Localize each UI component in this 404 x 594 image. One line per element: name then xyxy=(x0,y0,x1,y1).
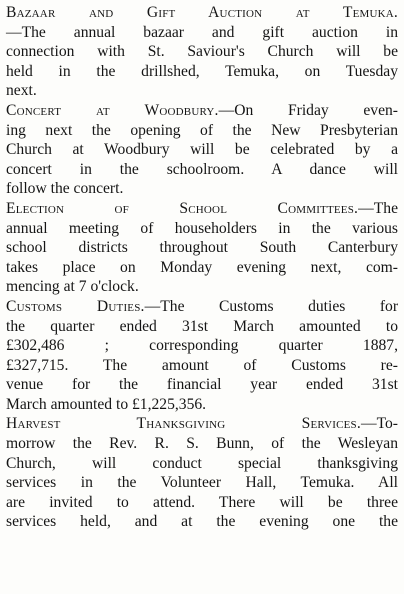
article-line: are invited to attend. There will be three xyxy=(6,493,398,511)
article-line: March amounted to £1,225,356. xyxy=(6,395,207,413)
article-line: morrow the Rev. R. S. Bunn, of the Wesleyan xyxy=(6,435,398,453)
article-heading: Concert at Woodbury. xyxy=(6,101,219,119)
article-line: venue for the financial year ended 31st xyxy=(6,376,398,394)
article-line: Church at Woodbury will be celebrated by a xyxy=(6,141,398,159)
article-first-line xyxy=(6,199,398,219)
article-school-committees xyxy=(6,199,398,297)
article-line: services held, and at the evening one the xyxy=(6,513,398,531)
article-line: held in the drillshed, Temuka, on Tuesday xyxy=(6,62,398,80)
article-first-line xyxy=(6,101,398,121)
article-first-line xyxy=(6,297,398,317)
article-line: £327,715. The amount of Customs re- xyxy=(6,356,398,374)
article-line: annual meeting of householders in the various xyxy=(6,219,398,237)
article-line: £302,486 ; corresponding quarter 1887, xyxy=(6,337,398,355)
article-line: connection with St. Saviour's Church will be xyxy=(6,43,398,61)
article-bazaar xyxy=(6,3,398,101)
article-heading: Election of School Committees. xyxy=(6,199,359,217)
article-line: follow the concert. xyxy=(6,180,124,198)
article-line: next. xyxy=(6,82,37,100)
article-line: school districts throughout South Canterbury xyxy=(6,239,398,257)
article-customs xyxy=(6,297,398,415)
article-line: —To- xyxy=(360,415,398,433)
article-line: services in the Volunteer Hall, Temuka. All xyxy=(6,474,398,492)
article-line: —The annual bazaar and gift auction in xyxy=(6,23,398,41)
article-line: mencing at 7 o'clock. xyxy=(6,278,139,296)
article-line: —The Customs duties for xyxy=(144,297,399,315)
article-concert xyxy=(6,101,398,199)
article-heading: Bazaar and Gift Auction at Temuka. xyxy=(6,4,398,21)
article-line: the quarter ended 31st March amounted to xyxy=(6,317,398,335)
article-line: concert in the schoolroom. A dance will xyxy=(6,160,398,178)
article-harvest xyxy=(6,414,398,532)
article-heading: Harvest Thanksgiving Services. xyxy=(6,415,361,433)
article-heading: Customs Duties. xyxy=(6,297,145,315)
article-line: ing next the opening of the New Presbyterian xyxy=(6,121,398,139)
article-line: —On Friday even- xyxy=(218,101,398,119)
article-line: Church, will conduct special thanksgiving xyxy=(6,454,398,472)
article-line: —The xyxy=(358,199,398,217)
article-line: takes place on Monday evening next, com- xyxy=(6,258,398,276)
article-first-line xyxy=(6,414,398,434)
